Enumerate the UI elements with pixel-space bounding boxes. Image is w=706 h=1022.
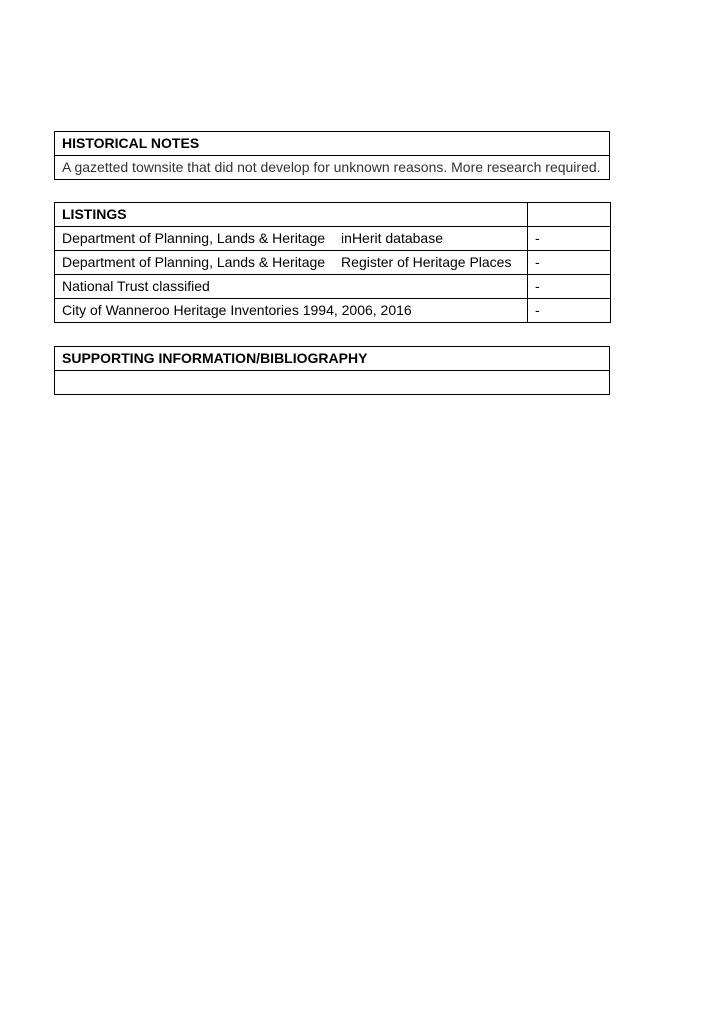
listings-header-empty-cell <box>528 203 611 227</box>
listing-label-cell <box>55 251 528 275</box>
listing-value: - <box>528 299 611 323</box>
listing-label: City of Wanneroo Heritage Inventories 1994, 2006, 2016 <box>62 302 412 318</box>
supporting-information-table <box>54 346 610 395</box>
listing-label: Department of Planning, Lands & Heritage <box>62 230 326 246</box>
table-row <box>55 299 611 323</box>
table-row <box>55 251 611 275</box>
historical-notes-text: A gazetted townsite that did not develop for unknown reasons. More research required. <box>55 156 610 180</box>
historical-notes-heading: HISTORICAL NOTES <box>55 132 610 156</box>
listing-label: National Trust classified <box>62 278 210 294</box>
supporting-information-heading: SUPPORTING INFORMATION/BIBLIOGRAPHY <box>55 347 610 371</box>
listing-value: - <box>528 227 611 251</box>
listing-value: - <box>528 275 611 299</box>
listing-label: Department of Planning, Lands & Heritage <box>62 254 326 270</box>
listing-detail: inHerit database <box>341 230 443 246</box>
listing-label-cell <box>55 227 528 251</box>
listing-detail: Register of Heritage Places <box>341 254 512 270</box>
table-row <box>55 227 611 251</box>
listings-heading: LISTINGS <box>55 203 528 227</box>
listing-label-cell <box>55 275 528 299</box>
listing-label-cell <box>55 299 528 323</box>
historical-notes-table <box>54 131 610 180</box>
listing-value: - <box>528 251 611 275</box>
supporting-information-content <box>55 371 610 395</box>
table-row <box>55 275 611 299</box>
listings-table <box>54 202 611 323</box>
listings-header-row <box>55 203 611 227</box>
